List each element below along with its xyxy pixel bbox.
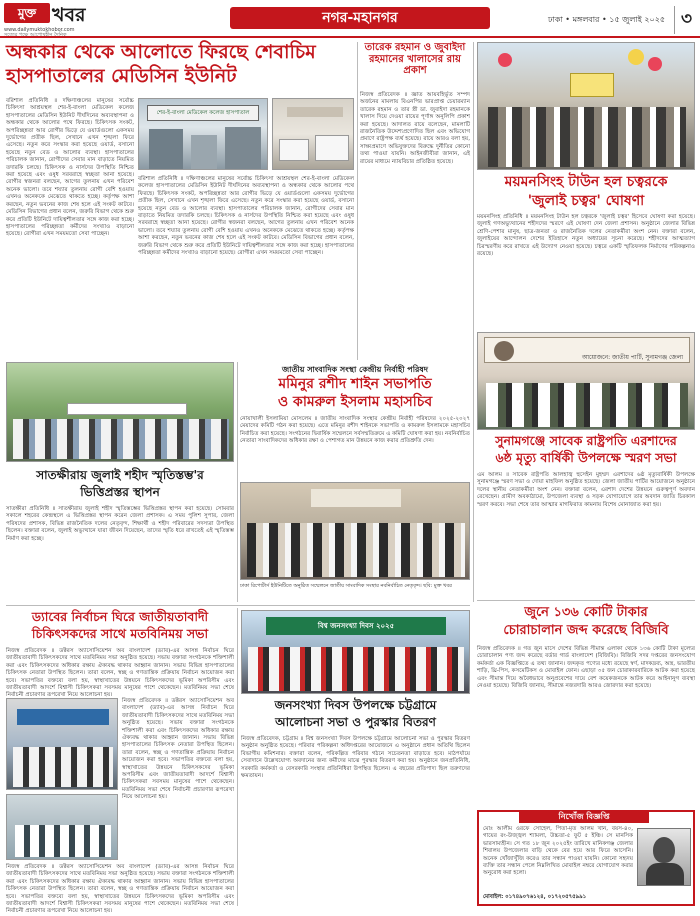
mymensingh-body: ময়মনসিংহ প্রতিনিধি ॥ ময়মনসিংহ টাউন হল চত্বরকে 'জুলাই চত্বর' হিসেবে ঘোষণা করা হয়েছে। জুলাই গণঅভ্যুত্থানের শহীদদের স্মরণে এই ঘোষণা দেন জেলা প্রশাসন। অনুষ্ঠানে জেলার বিভিন্ন শ্রেণি-পেশার মানুষ, ছাত্র-জনতা ও রাজনৈতিক দলের নেতাকর্মীরা অংশ নেন। বক্তারা বলেন, জুলাইয়ের আন্দোলন দেশের ইতিহাসে নতুন অধ্যায়ের সূচনা করেছে। শহীদদের আত্মত্যাগ চিরস্মরণীয় করে রাখতে এই উদ্যোগ নেওয়া হয়েছে। চত্বরে একটি স্মৃতিফলক নির্মাণের পরিকল্পনাও রয়েছে।	[477, 214, 695, 258]
site-url[interactable]: www.dailymuktokhobor.com	[4, 27, 75, 33]
newspaper-logo[interactable]	[4, 3, 154, 25]
dab-body-end: নিজস্ব প্রতিবেদক ॥ ডক্টরস অ্যাসোসিয়েশন অব বাংলাদেশ (ড্যাব)-এর আসন্ন নির্বাচন ঘিরে জাতীয়তাবাদী চিকিৎসকদের সাথে মতবিনিময় সভা অনুষ্ঠিত হয়েছে। সভায় বক্তারা সংগঠনকে শক্তিশালী করা এবং চিকিৎসকদের অধিকার রক্ষায় ঐক্যবদ্ধ থাকার আহ্বান জানান। সভায় বিভিন্ন হাসপাতালের চিকিৎসক নেতারা উপস্থিত ছিলেন। তারা বলেন, স্বচ্ছ ও গণতান্ত্রিক প্রক্রিয়ায় নির্বাচন আয়োজন করা হবে। সভাপতির বক্তব্যে বলা হয়, স্বাস্থ্যখাতের উন্নয়নে চিকিৎসকদের ভূমিকা অপরিসীম এবং জাতীয়তাবাদী আদর্শে বিশ্বাসী চিকিৎসকরা সবসময় মানুষের পাশে থেকেছেন। মতবিনিময় সভা শেষে নির্বাচনী প্রচারণার রূপরেখা নিয়ে আলোচনা হয়।	[6, 864, 234, 915]
satkhira-headline-1[interactable]: সাতক্ষীরায় জুলাই শহীদ স্মৃতিস্তম্ভ'র	[36, 468, 204, 482]
hospital-headline-1[interactable]: অন্ধকার থেকে আলোতে ফিরছে শেবাচিম	[6, 41, 316, 63]
population-photo	[241, 610, 470, 694]
sunamganj-body: এম আলম ॥ সাবেক রাষ্ট্রপতি আলহাজ্ব হুসেইন মুহম্মদ এরশাদের ৬ষ্ঠ মৃত্যুবার্ষিকী উপলক্ষে সুনামগঞ্জে স্মরণ সভা ও দোয়া মাহফিল অনুষ্ঠিত হয়েছে। জেলা জাতীয় পার্টির আয়োজনে অনুষ্ঠানে দলের স্থানীয় নেতাকর্মীরা অংশ নেন। বক্তারা বলেন, এরশাদ দেশের উন্নয়নে গুরুত্বপূর্ণ অবদান রেখেছেন। গ্রামীণ অবকাঠামো, উপজেলা ব্যবস্থা ও সড়ক যোগাযোগে তার অবদান জাতি চিরকাল স্মরণ করবে। সভা শেষে তার আত্মার মাগফিরাত কামনায় বিশেষ মোনাজাত করা হয়।	[477, 472, 695, 508]
dab-headline-1[interactable]: ড্যাবের নির্বাচন ঘিরে জাতীয়তাবাদী	[31, 609, 209, 624]
mymensingh-headline-1[interactable]: ময়মনসিংহ টাউন হল চত্বরকে	[504, 174, 668, 190]
press-headline-1[interactable]: মমিনুর রশীদ শাইন সভাপতি	[278, 376, 432, 392]
masthead	[0, 0, 700, 38]
hospital-photo	[138, 98, 268, 170]
issue-date: ঢাকা • মঙ্গলবার • ১৫ জুলাই ২০২৫	[548, 15, 666, 24]
page-number: ৩	[674, 6, 692, 34]
press-caption: ঢাকা রিপোর্টার্স ইউনিটিতে অনুষ্ঠিত সম্মেলনে জাতীয় সাংবাদিক সংস্থার নবনির্বাচিত নেতৃবৃন্দ। ছবি: মুক্ত খবর	[240, 583, 452, 589]
population-body: নিজস্ব প্রতিবেদক, চট্টগ্রাম ॥ বিশ্ব জনসংখ্যা দিবস উপলক্ষে চট্টগ্রামে আলোচনা সভা ও পুরস্কার বিতরণ অনুষ্ঠান অনুষ্ঠিত হয়েছে। পরিবার পরিকল্পনা অধিদপ্তরের আয়োজনে এ অনুষ্ঠানে প্রধান অতিথি ছিলেন বিভাগীয় কমিশনার। বক্তারা বলেন, পরিকল্পিত পরিবার গঠনে সচেতনতা বাড়াতে হবে। মাঠপর্যায়ে সেবাদানে উল্লেখযোগ্য অবদানের জন্য কর্মীদের মাঝে পুরস্কার বিতরণ করা হয়। অনুষ্ঠানে জনপ্রতিনিধি, সরকারি কর্মকর্তা ও বেসরকারি সংস্থার প্রতিনিধিরা উপস্থিত ছিলেন। এ বছরের প্রতিপাদ্য ছিল তরুণদের ক্ষমতায়ন।	[241, 736, 470, 780]
hospital-ward-photo	[272, 98, 354, 170]
tagline: সত্যের পক্ষে আপোষহীন দৈনিক	[4, 32, 67, 38]
population-banner: বিশ্ব জনসংখ্যা দিবস ২০২৫	[266, 617, 446, 635]
missing-notice	[477, 810, 695, 906]
sunamganj-headline-1[interactable]: সুনামগঞ্জে সাবেক রাষ্ট্রপতি এরশাদের	[495, 433, 677, 448]
sunamganj-photo	[477, 332, 695, 430]
mymensingh-headline-2[interactable]: 'জুলাই চত্বর' ঘোষণা	[527, 193, 645, 209]
mymensingh-photo	[477, 42, 695, 170]
satkhira-headline-2[interactable]: ভিত্তিপ্রস্তর স্থাপন	[80, 485, 160, 499]
missing-notice-body: মোঃ আলীম ওরফে সোহেল, পিতা-মৃত আলম খান, বয়স-৪০, গায়ের রং-উজ্জ্বল শ্যামলা, উচ্চতা-৫ ফুট ৫ ইঞ্চি। সে মানসিক ভারসাম্যহীন। সে গত ১৮ জুন ২০২৫ইং তারিখে মানিকগঞ্জ জেলার শিবালয় উপজেলার বাড়ি থেকে বের হয়ে আর ফিরে আসেনি। অনেক খোঁজাখুঁজি করেও তার সন্ধান পাওয়া যায়নি। কোনো সহৃদয় ব্যক্তি তার সন্ধান পেলে নিম্নলিখিত মোবাইল নম্বরে যোগাযোগ করার অনুরোধ করা হলো।	[483, 826, 633, 877]
bgb-body: নিজস্ব প্রতিবেদক ॥ গত জুন মাসে দেশের বিভিন্ন সীমান্ত এলাকা থেকে ১৩৬ কোটি টাকা মূল্যের চোরাচালান পণ্য জব্দ করেছে বর্ডার গার্ড বাংলাদেশ (বিজিবি)। বিজিবি সদর দপ্তরের জনসংযোগ কর্মকর্তা এক বিজ্ঞপ্তিতে এ তথ্য জানান। জব্দকৃত পণ্যের মধ্যে রয়েছে স্বর্ণ, মাদকদ্রব্য, অস্ত্র, ভারতীয় শাড়ি, থ্রি-পিস, কসমেটিকস ও মোবাইল ফোন। এছাড়া ৩৫ জন চোরাকারবারিকে আটক করা হয়েছে এবং সীমান্ত দিয়ে অবৈধভাবে অনুপ্রবেশের দায়ে বেশ কয়েকজনকে আটক করে আইনানুগ ব্যবস্থা নেওয়া হয়েছে। বিজিবি জানায়, সীমান্তে নজরদারি আরও জোরদার করা হয়েছে।	[477, 646, 695, 690]
press-kicker: জাতীয় সাংবাদিক সংস্থা কেন্দ্রীয় নির্বাহী পরিষদ	[281, 365, 429, 374]
population-headline-1[interactable]: জনসংখ্যা দিবস উপলক্ষে চট্টগ্রামে	[274, 698, 437, 712]
bgb-headline-1[interactable]: জুনে ১৩৬ কোটি টাকার	[524, 605, 648, 620]
hospital-signboard: শের-ই-বাংলা মেডিকেল কলেজ হাসপাতাল	[147, 105, 259, 121]
dab-body-intro: নিজস্ব প্রতিবেদক ॥ ডক্টরস অ্যাসোসিয়েশন অব বাংলাদেশ (ড্যাব)-এর আসন্ন নির্বাচন ঘিরে জাতীয়তাবাদী চিকিৎসকদের সাথে মতবিনিময় সভা অনুষ্ঠিত হয়েছে। সভায় বক্তারা সংগঠনকে শক্তিশালী করা এবং চিকিৎসকদের অধিকার রক্ষায় ঐক্যবদ্ধ থাকার আহ্বান জানান। সভায় বিভিন্ন হাসপাতালের চিকিৎসক নেতারা উপস্থিত ছিলেন। তারা বলেন, স্বচ্ছ ও গণতান্ত্রিক প্রক্রিয়ায় নির্বাচন আয়োজন করা হবে। সভাপতির বক্তব্যে বলা হয়, স্বাস্থ্যখাতের উন্নয়নে চিকিৎসকদের ভূমিকা অপরিসীম এবং জাতীয়তাবাদী আদর্শে বিশ্বাসী চিকিৎসকরা সবসময় মানুষের পাশে থেকেছেন। মতবিনিময় সভা শেষে নির্বাচনী প্রচারণার রূপরেখা নিয়ে আলোচনা হয়।	[6, 648, 234, 699]
bgb-headline-2[interactable]: চোরাচালান জব্দ করেছে বিজিবি	[503, 623, 669, 638]
dab-photo-2	[6, 794, 118, 860]
tarique-headline[interactable]: তারেক রহমান ও জুবাইদা রহমানের খালাসের রায় প্রকাশ	[364, 42, 466, 76]
hospital-headline-2[interactable]: হাসপাতালের মেডিসিন ইউনিট	[6, 65, 237, 87]
hospital-body-col1: বরিশাল প্রতিনিধি ॥ দক্ষিণাঞ্চলের মানুষের সর্বোচ্চ চিকিৎসা আশ্রয়স্থল শের-ই-বাংলা মেডিকেল কলেজ হাসপাতালের মেডিসিন ইউনিট দীর্ঘদিনের অব্যবস্থাপনা ও অন্ধকার থেকে আলোর পথে ফিরছে। চিকিৎসক সংকট, অপরিচ্ছন্নতা আর রোগীর ভিড়ে যে ওয়ার্ডগুলো একসময় দুর্ভোগের প্রতীক ছিল, সেখানে এখন শৃঙ্খলা ফিরে এসেছে। নতুন করে সংস্কার করা হয়েছে ওয়ার্ড, বসানো হয়েছে নতুন বেড ও আলোর ব্যবস্থা। হাসপাতালের পরিচালক জানান, রোগীদের সেবার মান বাড়াতে নিয়মিত তদারকি চলছে। চিকিৎসক ও নার্সদের উপস্থিতি নিশ্চিত করা হয়েছে এবং ওষুধ সরবরাহে স্বচ্ছতা আনা হয়েছে। রোগীর স্বজনরা বলছেন, আগের তুলনায় এখন পরিবেশ অনেক ভালো। তবে শয্যার তুলনায় রোগী বেশি হওয়ায় এখনও অনেককে মেঝেতে থাকতে হচ্ছে। কর্তৃপক্ষ আশা করছেন, নতুন ভবনের কাজ শেষ হলে এই সংকট কাটবে। মেডিসিন বিভাগের প্রধান বলেন, জরুরি বিভাগ থেকে শুরু করে প্রতিটি ইউনিটে দায়িত্বশীলতার সঙ্গে কাজ করা হচ্ছে। হাসপাতালের পরিচ্ছন্নতা কর্মীদের সংখ্যাও বাড়ানো হয়েছে। রোগীরা এখন সময়মতো সেবা পাচ্ছেন।	[6, 98, 134, 238]
missing-notice-title: নিখোঁজ বিজ্ঞপ্তি	[519, 811, 649, 823]
tarique-body: নিজস্ব প্রতিবেদক ॥ জ্ঞাত আয়বহির্ভূত সম্পদ অর্জনের মামলায় বিএনপির ভারপ্রাপ্ত চেয়ারম্যান তারেক রহমান ও তার স্ত্রী ডা. জুবাইদা রহমানকে খালাস দিয়ে দেওয়া রায়ের পূর্ণাঙ্গ অনুলিপি প্রকাশ করা হয়েছে। আদালত রায়ে বলেছেন, মামলাটি রাজনৈতিক উদ্দেশ্যপ্রণোদিত ছিল এবং অভিযোগ প্রমাণে রাষ্ট্রপক্ষ ব্যর্থ হয়েছে। রায়ে আরও বলা হয়, সাক্ষ্যপ্রমাণে অভিযুক্তদের বিরুদ্ধে দুর্নীতির কোনো তথ্য পাওয়া যায়নি। আইনজীবীরা জানান, এই রায়ের মাধ্যমে ন্যায়বিচার প্রতিষ্ঠিত হয়েছে।	[360, 92, 470, 165]
dab-photo-1	[6, 698, 118, 790]
dab-body-col2: নিজস্ব প্রতিবেদক ॥ ডক্টরস অ্যাসোসিয়েশন অব বাংলাদেশ (ড্যাব)-এর আসন্ন নির্বাচন ঘিরে জাতীয়তাবাদী চিকিৎসকদের সাথে মতবিনিময় সভা অনুষ্ঠিত হয়েছে। সভায় বক্তারা সংগঠনকে শক্তিশালী করা এবং চিকিৎসকদের অধিকার রক্ষায় ঐক্যবদ্ধ থাকার আহ্বান জানান। সভায় বিভিন্ন হাসপাতালের চিকিৎসক নেতারা উপস্থিত ছিলেন। তারা বলেন, স্বচ্ছ ও গণতান্ত্রিক প্রক্রিয়ায় নির্বাচন আয়োজন করা হবে। সভাপতির বক্তব্যে বলা হয়, স্বাস্থ্যখাতের উন্নয়নে চিকিৎসকদের ভূমিকা অপরিসীম এবং জাতীয়তাবাদী আদর্শে বিশ্বাসী চিকিৎসকরা সবসময় মানুষের পাশে থেকেছেন। মতবিনিময় সভা শেষে নির্বাচনী প্রচারণার রূপরেখা নিয়ে আলোচনা হয়।	[122, 698, 234, 801]
logo-mark: মুক্ত	[4, 3, 50, 23]
satkhira-body: সাতক্ষীরা প্রতিনিধি ॥ সাতক্ষীরায় জুলাই শহীদ স্মৃতিস্তম্ভের ভিত্তিপ্রস্তর স্থাপন করা হয়েছে। সোমবার সকালে শহরের কেন্দ্রস্থলে এ ভিত্তিপ্রস্তর স্থাপন করেন জেলা প্রশাসক। এ সময় পুলিশ সুপার, জেলা পরিষদের প্রশাসক, বিভিন্ন রাজনৈতিক দলের নেতৃবৃন্দ, শিক্ষার্থী ও শহীদ পরিবারের সদস্যরা উপস্থিত ছিলেন। বক্তারা বলেন, জুলাই অভ্যুত্থানে যারা জীবন দিয়েছেন, তাদের স্মৃতি ধরে রাখতেই এই স্মৃতিস্তম্ভ নির্মাণ করা হচ্ছে।	[6, 506, 234, 542]
missing-person-photo	[637, 828, 691, 886]
press-body: নোয়াখালী ইসলামিয়া মোসলেম ॥ জাতীয় সাংবাদিক সংস্থার কেন্দ্রীয় নির্বাহী পরিষদের ২০২৫-২০২৭ মেয়াদের কমিটি গঠন করা হয়েছে। এতে মমিনুর রশীদ শাইনকে সভাপতি ও কামরুল ইসলামকে মহাসচিব নির্বাচিত করা হয়েছে। সংগঠনের দ্বিবার্ষিক সম্মেলনে সর্বসম্মতিক্রমে এ কমিটি ঘোষণা করা হয়। নবনির্বাচিত নেতারা সাংবাদিকদের অধিকার রক্ষা ও পেশাগত মান উন্নয়নে কাজ করার প্রতিশ্রুতি দেন।	[240, 416, 470, 445]
satkhira-photo	[6, 362, 234, 462]
sunamganj-headline-2[interactable]: ৬ষ্ঠ মৃত্যু বার্ষিকী উপলক্ষে স্মরণ সভা	[495, 450, 677, 465]
press-photo	[240, 482, 470, 580]
sunamganj-banner: আয়োজনে: জাতীয় পার্টি, সুনামগঞ্জ জেলা	[484, 337, 690, 363]
logo-word: খবর	[52, 4, 86, 26]
press-headline-2[interactable]: ও কামরুল ইসলাম মহাসচিব	[277, 394, 433, 410]
section-banner: নগর-মহানগর	[230, 7, 490, 29]
dab-headline-2[interactable]: চিকিৎসকদের সাথে মতবিনিময় সভা	[31, 626, 209, 641]
hospital-body-col2: বরিশাল প্রতিনিধি ॥ দক্ষিণাঞ্চলের মানুষের সর্বোচ্চ চিকিৎসা আশ্রয়স্থল শের-ই-বাংলা মেডিকেল কলেজ হাসপাতালের মেডিসিন ইউনিট দীর্ঘদিনের অব্যবস্থাপনা ও অন্ধকার থেকে আলোর পথে ফিরছে। চিকিৎসক সংকট, অপরিচ্ছন্নতা আর রোগীর ভিড়ে যে ওয়ার্ডগুলো একসময় দুর্ভোগের প্রতীক ছিল, সেখানে এখন শৃঙ্খলা ফিরে এসেছে। নতুন করে সংস্কার করা হয়েছে ওয়ার্ড, বসানো হয়েছে নতুন বেড ও আলোর ব্যবস্থা। হাসপাতালের পরিচালক জানান, রোগীদের সেবার মান বাড়াতে নিয়মিত তদারকি চলছে। চিকিৎসক ও নার্সদের উপস্থিতি নিশ্চিত করা হয়েছে এবং ওষুধ সরবরাহে স্বচ্ছতা আনা হয়েছে। রোগীর স্বজনরা বলছেন, আগের তুলনায় এখন পরিবেশ অনেক ভালো। তবে শয্যার তুলনায় রোগী বেশি হওয়ায় এখনও অনেককে মেঝেতে থাকতে হচ্ছে। কর্তৃপক্ষ আশা করছেন, নতুন ভবনের কাজ শেষ হলে এই সংকট কাটবে। মেডিসিন বিভাগের প্রধান বলেন, জরুরি বিভাগ থেকে শুরু করে প্রতিটি ইউনিটে দায়িত্বশীলতার সঙ্গে কাজ করা হচ্ছে। হাসপাতালের পরিচ্ছন্নতা কর্মীদের সংখ্যাও বাড়ানো হয়েছে। রোগীরা এখন সময়মতো সেবা পাচ্ছেন।	[138, 176, 354, 257]
population-headline-2[interactable]: আলোচনা সভা ও পুরস্কার বিতরণ	[275, 715, 436, 729]
missing-notice-contact[interactable]: মোবাইল: ০১৭৪৯০৭৬১২৪, ০১৭২০৫৭৫৯৯১	[483, 894, 587, 900]
